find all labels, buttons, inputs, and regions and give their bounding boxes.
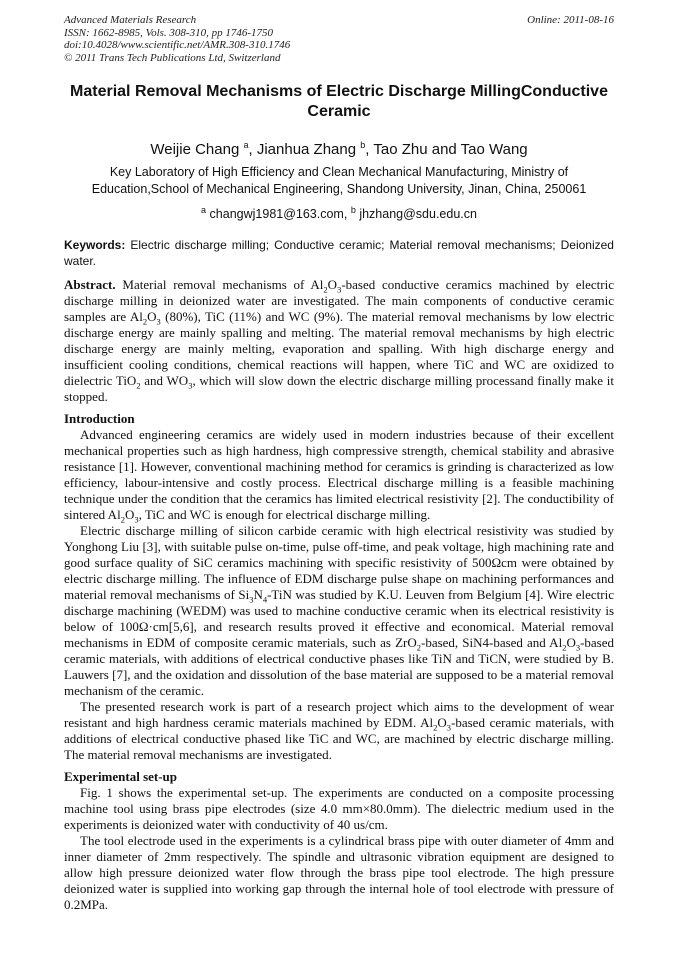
journal-info (64, 14, 290, 64)
keywords (64, 238, 614, 269)
running-header (64, 14, 614, 64)
setup-paragraph-1: Fig. 1 shows the experimental set-up. The experiments are conducted on a composite processing machine tool using brass pipe electrodes (size 4.0 mm×80.0mm). The dielectric medium used in the experiments is deionized water with conductivity of 40 us/cm. (64, 785, 614, 833)
intro-paragraph-2: Electric discharge milling of silicon carbide ceramic with high electrical resistivity was studied by Yonghong Liu [3], with suitable pulse on-time, pulse off-time, and peak voltage, high machining rate and good surface quality of SiC ceramics machining with specific resistivity of 500Ωcm were obtained by electric discharge milling. The influence of EDM discharge pulse shape on machining performances and material removal mechanisms of $Si_3N_4$-TiN was studied by K.U. Leuven from Belgium [4]. Wire electric discharge machining (WEDM) was used to machine conductive ceramic when its electrical resistivity is below of 100Ω·cm[5,6], and research results proved it effective and economical. Material removal mechanisms in EDM of composite ceramic materials, such as ZrO$_2$-based, SiN4-based and $Al_2O_3$-based ceramic materials, with additions of electrical conductive phases like TiN and TiCN, were studied by B. Lauwers [7], and the oxidation and dissolution of the base material are supposed to be a material removal mechanism of the ceramic. (64, 523, 615, 699)
keywords-text: Electric discharge milling; Conductive ceramic; Material removal mechanisms; Deionized water. (64, 238, 614, 268)
author-1-mark: a (243, 140, 249, 150)
section-heading-introduction: Introduction (64, 411, 135, 427)
setup-paragraph-2: The tool electrode used in the experiments is a cylindrical brass pipe with outer diameter of 4mm and inner diameter of 2mm respectively. The spindle and ultrasonic vibration equipment are designed to allow high pressure deionized water flow through the brass pipe tool electrode. The high pressure deionized water is supplied into working gap through the internal hole of tool electrode with pressure of 0.2MPa. (64, 833, 614, 913)
copyright-line: © 2011 Trans Tech Publications Ltd, Switzerland (64, 51, 281, 64)
author-2-mark: b (360, 140, 366, 150)
author-2: Jianhua Zhang (256, 141, 357, 158)
keywords-label: Keywords: (64, 238, 126, 253)
author-emails: $^a$ changwj1981@163.com, $^b$ jhzhang@sdu.edu.cn (201, 205, 477, 222)
intro-paragraph-1: Advanced engineering ceramics are widely used in modern industries because of their excellent mechanical properties such as high hardness, high compressive strength, chemical stability and abrasive resistance [1]. However, conventional machining method for ceramics is grinding is characterized as low efficiency, labour-intensive and costly process. Electrical discharge milling is a feasible machining technique under the condition that the ceramics has limited electrical resistivity [2]. The conductibility of sintered $Al_2O_3$, TiC and WC is enough for electrical discharge milling. (64, 427, 614, 525)
author-3: Tao Zhu and Tao Wang (373, 141, 528, 158)
author-1: Weijie Chang (150, 141, 240, 158)
email-a[interactable]: changwj1981@163.com (209, 207, 344, 222)
journal-name: Advanced Materials Research (64, 14, 197, 26)
issn-line: ISSN: 1662-8985, Vols. 308-310, pp 1746-1750 (64, 26, 273, 39)
online-date: Online: 2011-08-16 (527, 14, 614, 26)
abstract-label: Abstract. (64, 277, 116, 293)
intro-paragraph-3: The presented research work is part of a research project which aims to the development of wear resistant and high hardness ceramic materials machined by EDM. $Al_2O_3$-based ceramic materials, with additions of electrical conductive phased like TiC and WC, are machined by electric discharge milling. The material removal mechanisms are investigated. (64, 699, 614, 763)
author-list: Weijie Chang $^a$, Jianhua Zhang $^b$, Tao Zhu and Tao Wang (150, 140, 528, 158)
doi-line: doi:10.4028/www.scientific.net/AMR.308-310.1746 (64, 39, 291, 51)
email-b[interactable]: jhzhang@sdu.edu.cn (359, 207, 477, 222)
section-heading-experimental-setup: Experimental set-up (64, 769, 178, 785)
email-a-mark: a (201, 205, 207, 215)
affiliation: Key Laboratory of High Efficiency and Clean Mechanical Manufacturing, Ministry of Education,School of Mechanical Engineering, Shandong University, Jinan, China, 250061 (91, 165, 587, 196)
paper-title: Material Removal Mechanisms of Electric Discharge MillingConductive Ceramic (70, 83, 608, 120)
email-b-mark: b (350, 205, 356, 215)
abstract: Abstract. Material removal mechanisms of $Al_2O_3$-based conductive ceramics machined by electric discharge milling in deionized water are investigated. The main components of conductive ceramic samples are $Al_2O_3$ (80%), TiC (11%) and WC (9%). The material removal mechanisms by low electric discharge energy are mainly spalling and melting. The material removal mechanisms by high electric discharge energy are mainly melting, evaporation and spalling. With high discharge energy and insufficient cooling conditions, chemical reactions will happen, where TiC and WC are oxidized to dielectric TiO$_2$ and $WO_3$, which will slow down the electric discharge milling processand finally make it stopped. (64, 277, 615, 405)
